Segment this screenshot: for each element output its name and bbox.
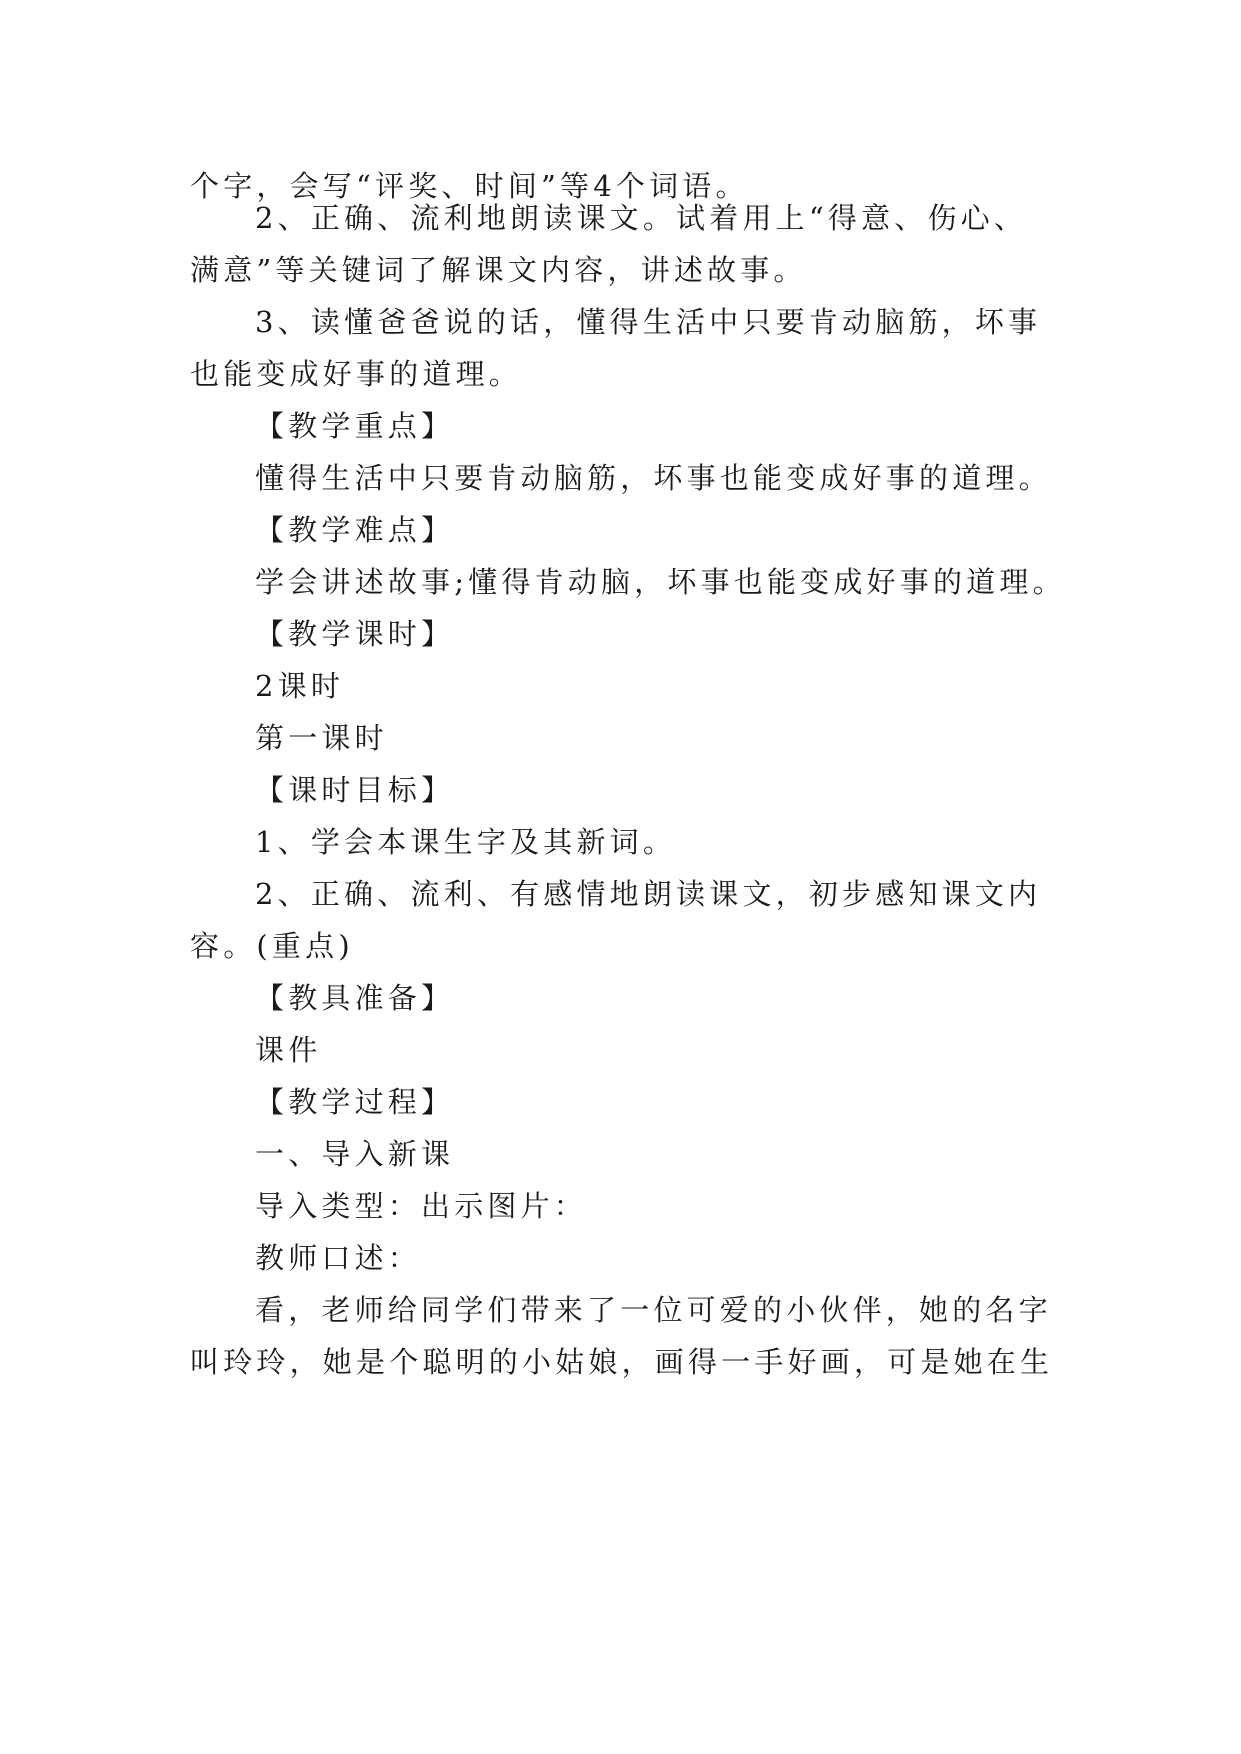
section-heading: 【教学课时】 — [255, 617, 455, 651]
text-line: 叫玲玲，她是个聪明的小姑娘，画得一手好画，可是她在生 — [190, 1345, 1054, 1379]
text-line: 导入类型：出示图片： — [255, 1189, 588, 1223]
text-line: 第一课时 — [255, 721, 388, 755]
text-line: 懂得生活中只要肯动脑筋，坏事也能变成好事的道理。 — [255, 461, 1052, 495]
text-line: 容。(重点) — [190, 929, 354, 963]
text-line: 也能变成好事的道理。 — [190, 357, 523, 391]
text-line: 1、学会本课生字及其新词。 — [255, 825, 677, 859]
text-line: 教师口述： — [255, 1241, 422, 1275]
text-line: 2课时 — [255, 669, 345, 703]
section-heading: 【课时目标】 — [255, 773, 455, 807]
section-heading: 【教学重点】 — [255, 409, 455, 443]
text-line: 课件 — [255, 1033, 322, 1067]
section-heading: 【教学难点】 — [255, 513, 455, 547]
text-line: 2、正确、流利、有感情地朗读课文，初步感知课文内 — [255, 877, 1042, 911]
text-line: 3、读懂爸爸说的话，懂得生活中只要肯动脑筋，坏事 — [255, 305, 1042, 339]
text-line: 学会讲述故事;懂得肯动脑，坏事也能变成好事的道理。 — [255, 565, 1066, 599]
text-line: 一、导入新课 — [255, 1137, 455, 1171]
section-heading: 【教学过程】 — [255, 1085, 455, 1119]
text-line: 个字，会写“评奖、时间”等4个词语。 — [190, 169, 749, 203]
text-line: 2、正确、流利地朗读课文。试着用上“得意、伤心、 — [255, 201, 1028, 235]
text-line: 满意”等关键词了解课文内容，讲述故事。 — [190, 253, 807, 287]
section-heading: 【教具准备】 — [255, 981, 455, 1015]
text-line: 看，老师给同学们带来了一位可爱的小伙伴，她的名字 — [255, 1293, 1052, 1327]
